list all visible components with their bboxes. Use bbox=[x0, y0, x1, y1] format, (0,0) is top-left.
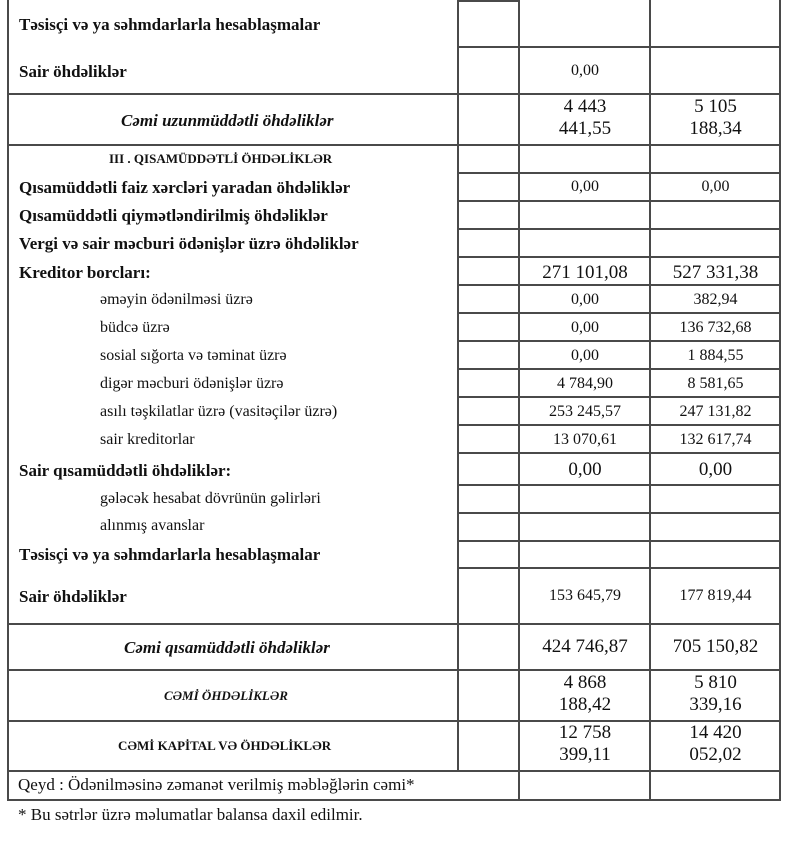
value-cell: 0,00 bbox=[571, 319, 599, 336]
row-label: Sair qısamüddətli öhdəliklər: bbox=[19, 461, 232, 480]
value-cell: 8 581,65 bbox=[687, 375, 744, 392]
row-label: Cəmi uzunmüddətli öhdəliklər bbox=[121, 111, 334, 130]
value-cell bbox=[520, 722, 650, 766]
value-line: 441,55 bbox=[558, 117, 612, 139]
row-label: alınmış avanslar bbox=[100, 517, 205, 534]
value-line: 399,11 bbox=[559, 743, 611, 765]
row-divider bbox=[457, 567, 781, 569]
row-divider bbox=[457, 46, 781, 48]
row-label: CƏMİ KAPİTAL VƏ ÖHDƏLİKLƏR bbox=[118, 738, 332, 753]
value-line: 4 868 bbox=[563, 672, 607, 693]
row-label: Qısamüddətli faiz xərcləri yaradan öhdəliklər bbox=[19, 178, 351, 197]
value-cell: 153 645,79 bbox=[549, 587, 621, 604]
row-divider bbox=[457, 172, 781, 174]
row-divider bbox=[457, 0, 520, 2]
row-divider bbox=[457, 484, 781, 486]
code-column-left-border bbox=[457, 0, 459, 771]
row-divider bbox=[7, 623, 781, 625]
value-cell: 0,00 bbox=[571, 291, 599, 308]
row-label: Sair öhdəliklər bbox=[19, 62, 127, 81]
value-cell: 0,00 bbox=[698, 459, 733, 480]
row-label: Vergi və sair məcburi ödənişlər üzrə öhdəliklər bbox=[19, 234, 359, 253]
row-label: gələcək hesabat dövrünün gəlirləri bbox=[100, 490, 321, 507]
value-cell bbox=[651, 722, 780, 766]
value-line: 4 443 bbox=[563, 96, 607, 117]
row-divider bbox=[457, 452, 781, 454]
section-heading: III . QISAMÜDDƏTLİ ÖHDƏLİKLƏR bbox=[109, 151, 333, 166]
value-cell: 0,00 bbox=[571, 347, 599, 364]
row-divider bbox=[457, 512, 781, 514]
value-cell: 0,00 bbox=[568, 459, 602, 480]
row-divider bbox=[457, 424, 781, 426]
row-label: Kreditor borcları: bbox=[19, 263, 151, 282]
value-cell: 4 784,90 bbox=[557, 375, 613, 392]
value-cell: 527 331,38 bbox=[672, 262, 759, 283]
row-label: Cəmi qısamüddətli öhdəliklər bbox=[124, 638, 330, 657]
value-line: 14 420 bbox=[689, 722, 742, 743]
value-line: 188,34 bbox=[689, 117, 742, 139]
value-line: 188,42 bbox=[558, 693, 612, 715]
row-label: digər məcburi ödənişlər üzrə bbox=[100, 375, 284, 392]
row-label: CƏMİ ÖHDƏLİKLƏR bbox=[164, 688, 288, 703]
row-divider bbox=[457, 368, 781, 370]
row-divider bbox=[7, 770, 781, 772]
row-divider bbox=[457, 540, 781, 542]
row-divider bbox=[457, 228, 781, 230]
row-label: sosial sığorta və təminat üzrə bbox=[100, 347, 287, 364]
value-cell bbox=[651, 96, 780, 140]
row-divider bbox=[7, 93, 781, 95]
value-line: 339,16 bbox=[689, 693, 742, 715]
value-line: 5 810 bbox=[694, 672, 737, 693]
value-cell: 0,00 bbox=[571, 178, 599, 195]
value-cell bbox=[651, 672, 780, 716]
value-cell: 271 101,08 bbox=[542, 262, 628, 283]
row-divider bbox=[457, 312, 781, 314]
table-border-left bbox=[7, 0, 9, 801]
row-label: Təsisçi və ya səhmdarlarla hesablaşmalar bbox=[19, 15, 321, 34]
value-cell bbox=[520, 672, 650, 716]
row-label: Təsisçi və ya səhmdarlarla hesablaşmalar bbox=[19, 545, 321, 564]
value-cell: 132 617,74 bbox=[679, 431, 752, 448]
value-cell: 0,00 bbox=[571, 62, 599, 79]
row-label: Qısamüddətli qiymətləndirilmiş öhdəliklər bbox=[19, 206, 328, 225]
note-label: Qeyd : Ödənilməsinə zəmanət verilmiş məbləğlərin cəmi* bbox=[18, 775, 415, 794]
value-cell: 247 131,82 bbox=[679, 403, 752, 420]
value-line: 052,02 bbox=[689, 743, 742, 765]
row-label: Sair öhdəliklər bbox=[19, 587, 127, 606]
row-divider bbox=[457, 396, 781, 398]
row-label: əməyin ödənilməsi üzrə bbox=[100, 291, 253, 308]
row-divider bbox=[7, 144, 781, 146]
value-cell: 253 245,57 bbox=[549, 403, 621, 420]
value-cell: 177 819,44 bbox=[679, 587, 752, 604]
row-divider bbox=[457, 256, 781, 258]
row-divider bbox=[457, 200, 781, 202]
row-divider bbox=[457, 284, 781, 286]
value-line: 12 758 bbox=[558, 722, 612, 743]
value-cell: 136 732,68 bbox=[679, 319, 752, 336]
value-cell: 424 746,87 bbox=[542, 636, 628, 657]
row-label: asılı təşkilatlar üzrə (vasitəçilər üzrə) bbox=[100, 403, 338, 420]
row-divider bbox=[457, 340, 781, 342]
value-cell: 705 150,82 bbox=[672, 636, 759, 657]
value-cell bbox=[520, 96, 650, 140]
value-cell: 13 070,61 bbox=[553, 431, 617, 448]
row-divider bbox=[7, 669, 781, 671]
row-label: sair kreditorlar bbox=[100, 431, 195, 448]
value-line: 5 105 bbox=[694, 96, 737, 117]
value-cell: 0,00 bbox=[701, 178, 730, 195]
table-border-bottom bbox=[7, 799, 781, 801]
row-label: büdcə üzrə bbox=[100, 319, 170, 336]
value-cell: 1 884,55 bbox=[687, 347, 744, 364]
value-cell: 382,94 bbox=[693, 291, 738, 308]
footnote: * Bu sətrlər üzrə məlumatlar balansa daxil edilmir. bbox=[18, 805, 363, 824]
